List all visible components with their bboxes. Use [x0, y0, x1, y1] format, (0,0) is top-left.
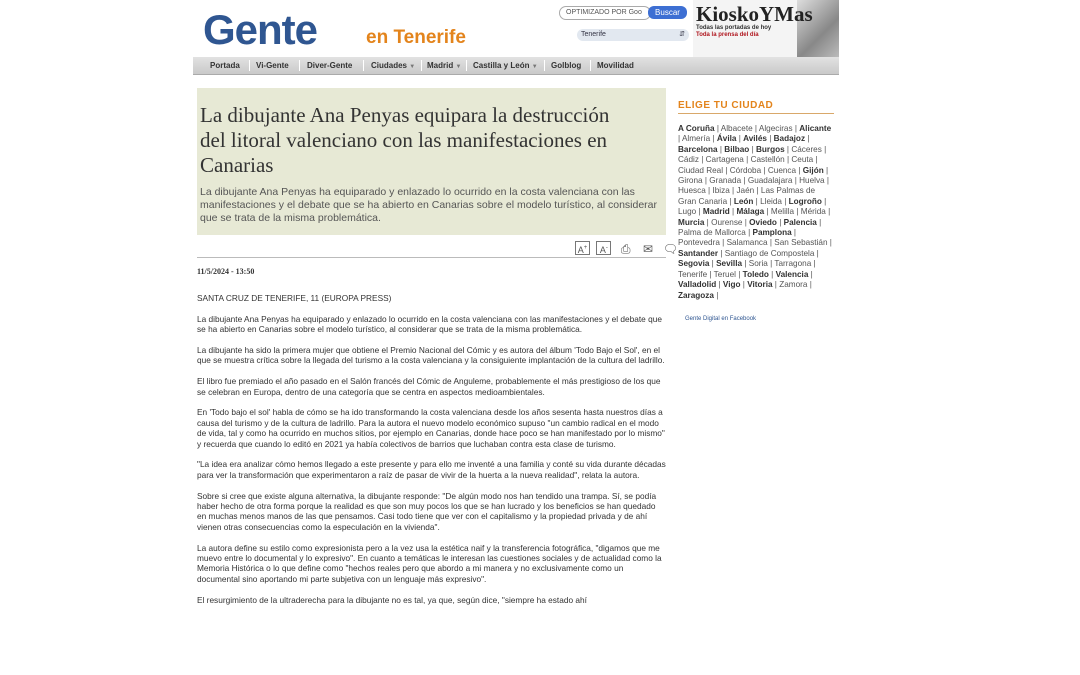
- city-link[interactable]: Burgos: [756, 144, 785, 154]
- city-link[interactable]: Albacete: [720, 124, 753, 133]
- chevron-down-icon: ▼: [409, 64, 416, 70]
- nav-label: Ciudades: [371, 61, 408, 70]
- nav-item-madrid[interactable]: [427, 57, 461, 76]
- nav-label: Madrid: [427, 61, 454, 70]
- city-link[interactable]: León: [733, 196, 754, 206]
- city-link[interactable]: Alicante: [799, 124, 832, 133]
- city-link[interactable]: Guadalajara: [747, 176, 793, 186]
- city-link[interactable]: Las Palmas de Gran Canaria: [678, 186, 816, 206]
- city-link[interactable]: Huesca: [678, 186, 706, 196]
- city-link[interactable]: Vitoria: [747, 280, 773, 290]
- email-icon[interactable]: ✉: [643, 242, 654, 256]
- sidebar: [678, 100, 834, 322]
- city-link[interactable]: Badajoz: [773, 134, 806, 144]
- city-link[interactable]: Segovia: [678, 259, 710, 269]
- city-link[interactable]: Vigo: [722, 280, 741, 290]
- city-link[interactable]: Logroño: [788, 196, 822, 206]
- article-tools: [575, 241, 681, 256]
- city-link[interactable]: Cuenca: [767, 165, 797, 175]
- comment-icon[interactable]: 🗨: [662, 242, 678, 256]
- city-link[interactable]: Zaragoza: [678, 290, 714, 300]
- kiosko-line1: Todas las portadas de hoy: [696, 25, 772, 31]
- site-logo[interactable]: Gente: [203, 6, 318, 53]
- city-link[interactable]: Madrid: [702, 207, 730, 217]
- main-nav: [193, 57, 839, 75]
- city-link[interactable]: Huelva: [799, 176, 825, 186]
- city-link[interactable]: Girona: [678, 176, 703, 186]
- article-paragraph: La dibujante Ana Penyas ha equiparado y enlazado lo ocurrido en la costa valenciana con las manifestaciones y el debate que se ha abierto en Canarias sobre el modelo turístico, al considerar que se trata de la misma problemática.: [197, 313, 662, 335]
- nav-divider: [363, 60, 364, 71]
- city-link[interactable]: Murcia: [678, 217, 705, 227]
- city-link[interactable]: Sevilla: [716, 259, 743, 269]
- divider: [197, 257, 666, 258]
- article-body: [197, 293, 666, 615]
- search-button[interactable]: Buscar: [648, 6, 687, 19]
- city-link[interactable]: Mérida: [800, 207, 826, 217]
- nav-item-ciudades[interactable]: [371, 57, 415, 76]
- article-date: 11/5/2024 - 13:50: [197, 267, 255, 276]
- city-link[interactable]: Gijón: [802, 165, 824, 175]
- city-link[interactable]: Cáceres: [791, 144, 822, 154]
- nav-divider: [544, 60, 545, 71]
- kiosko-banner[interactable]: [693, 0, 839, 57]
- facebook-link[interactable]: Gente Digital en Facebook: [685, 315, 757, 322]
- city-link[interactable]: Ibiza: [712, 186, 730, 196]
- city-link[interactable]: Pontevedra: [678, 238, 720, 248]
- nav-divider: [466, 60, 467, 71]
- nav-divider: [590, 60, 591, 71]
- city-link[interactable]: Granada: [709, 176, 742, 186]
- city-link[interactable]: Lleida: [760, 196, 782, 206]
- city-link[interactable]: Toledo: [742, 269, 769, 279]
- search-input[interactable]: OPTIMIZADO POR Goo: [559, 6, 651, 20]
- nav-item-portada[interactable]: Portada: [210, 61, 240, 70]
- city-link[interactable]: Pamplona: [752, 228, 792, 238]
- chevron-down-icon: ▼: [455, 64, 462, 70]
- city-link[interactable]: Santander: [678, 248, 719, 258]
- city-select-value: Tenerife: [581, 31, 606, 38]
- city-link[interactable]: Palma de Mallorca: [678, 228, 746, 238]
- nav-item-golblog[interactable]: Golblog: [551, 61, 582, 70]
- article-lead: La dibujante Ana Penyas ha equiparado y enlazado lo ocurrido en la costa valenciana con las manifestaciones y el debate que se ha abierto en Canarias sobre el modelo turístico, al considerar que se trata de la misma problemática.: [200, 186, 658, 224]
- city-link[interactable]: Málaga: [736, 207, 765, 217]
- kiosko-title: KioskoYMas: [696, 2, 813, 26]
- city-link[interactable]: A Coruña: [678, 124, 715, 133]
- nav-divider: [421, 60, 422, 71]
- chevron-down-icon: ▼: [531, 64, 538, 70]
- city-link[interactable]: Tarragona: [774, 259, 812, 269]
- article-title: La dibujante Ana Penyas equipara la destrucción del litoral valenciano con las manifestaciones en Canarias: [200, 103, 610, 177]
- nav-item-vi-gente[interactable]: Vi-Gente: [256, 61, 289, 70]
- city-link[interactable]: Almería: [681, 134, 711, 144]
- article-paragraph: El resurgimiento de la ultraderecha para la dibujante no es tal, ya que, según dice, "siempre ha estado ahí: [197, 594, 587, 605]
- city-link[interactable]: Ciudad Real: [678, 165, 724, 175]
- city-link[interactable]: Oviedo: [749, 217, 777, 227]
- city-select[interactable]: [577, 29, 689, 41]
- city-link[interactable]: Valladolid: [678, 280, 717, 290]
- font-increase-icon[interactable]: A+: [575, 241, 590, 255]
- city-link[interactable]: Tenerife: [678, 269, 708, 279]
- city-list: A Coruña | Albacete | Algeciras | Alicante | Almería | Ávila | Avilés | Badajoz | Barcelona | Bilbao | Burgos | Cáceres | Cádiz | Cartagena | Castellón | Ceuta | Ciudad Real | Córdoba | Cuenca | Gijón | Girona | Granada | Guadalajara | Huelva | Huesca | Ibiza | Jaén | Las Palmas de Gran Canaria | León | Lleida | Logroño | Lugo | Madrid | Málaga | Melilla | Mérida | Murcia | Ourense | Oviedo | Palencia | Palma de Mallorca | Pamplona | Pontevedra | Salamanca | San Sebastián | Santander | Santiago de Compostela | Segovia | Sevilla | Soria | Tarragona | Tenerife | Teruel | Toledo | Valencia | Valladolid | Vigo | Vitoria | Zamora | Zaragoza |: [678, 124, 832, 300]
- city-link[interactable]: Cádiz: [678, 155, 699, 165]
- nav-item-diver-gente[interactable]: Diver-Gente: [307, 61, 353, 70]
- city-link[interactable]: Avilés: [743, 134, 767, 144]
- nav-label: Castilla y León: [473, 61, 530, 70]
- article-paragraph: En 'Todo bajo el sol' habla de cómo se ha ido transformando la costa valenciana desde los años sesenta hasta nuestros días a causa del turismo y de la cultura de ladrillo. Para la autora el nuevo modelo económico supuso "un cambio radical en el modo de vida, tal y como ha ocurrido en muchos sitios, por ejemplo en Canarias, donde hace poco se han manifestado por lo mismo" y recuerda que cuando lo editó en 2021 ya había colectivos de barrios que luchaban contra esta clase de turismo.: [197, 407, 665, 449]
- article-paragraph: La dibujante ha sido la primera mujer que obtiene el Premio Nacional del Cómic y es autora del álbum 'Todo Bajo el Sol', en el que se muestra crítica sobre la llegada del turismo a la costa valenciana y la consiguiente implantación de la cultura del ladrillo.: [197, 345, 665, 366]
- city-link[interactable]: Bilbao: [724, 144, 750, 154]
- city-link[interactable]: Zamora: [779, 280, 808, 290]
- article-paragraph: El libro fue premiado el año pasado en el Salón francés del Cómic de Anguleme, probablemente el más prestigioso de los que se celebran en Europa, dentro de una categoría que se centra en aspectos medioambientales.: [197, 376, 661, 397]
- city-link[interactable]: Castellón: [750, 155, 785, 165]
- city-link[interactable]: Jaén: [736, 186, 755, 196]
- sidebar-title: ELIGE TU CIUDAD: [678, 100, 834, 114]
- print-icon[interactable]: ⎙: [620, 242, 631, 256]
- city-link[interactable]: Algeciras: [758, 124, 793, 133]
- nav-divider: [299, 60, 300, 71]
- article-paragraph: Sobre si cree que existe alguna alternativa, la dibujante responde: "De algún modo nos han tendido una trampa. Sí, se podía haber hecho de otra forma porque la realidad es que son muy pocos los que se han lucrado y los beneficios se han quedado en muchas menos manos de las que pensamos. Casi todo tiene que ver con el capitalismo y la propiedad privada y de ahí vienen otras consecuencias como la especulación en la vivienda".: [197, 490, 657, 532]
- city-link[interactable]: San Sebastián: [774, 238, 828, 248]
- nav-divider: [249, 60, 250, 71]
- city-link[interactable]: Ourense: [711, 217, 743, 227]
- page-wrapper: [193, 0, 839, 675]
- article-paragraph: La autora define su estilo como expresionista pero a la vez usa la estética naif y la transferencia fotográfica, "digamos que me muevo entre lo documental y lo expresivo". En cuanto a temáticas le interesan las cuestiones sociales y de actualidad como la Memoria Histórica o lo que define como "hechos reales pero que abordo a mi manera y no exclusivamente como un documental sino aportando mi parte subjetiva con un lenguaje más expresivo".: [197, 542, 662, 584]
- city-link[interactable]: Teruel: [713, 269, 736, 279]
- nav-item-movilidad[interactable]: Movilidad: [597, 61, 634, 70]
- article-paragraph: "La idea era analizar cómo hemos llegado a este presente y para ello me inventé a una familia y conté su vida durante décadas para ver la transformación que experimentaron a raíz de pasar de vivir de la huerta a la nueva realidad", relata la autora.: [197, 459, 666, 480]
- city-link[interactable]: Santiago de Compostela: [724, 248, 815, 258]
- edition-label[interactable]: en Tenerife: [366, 27, 466, 48]
- city-link[interactable]: Cartagena: [705, 155, 744, 165]
- city-link[interactable]: Ceuta: [791, 155, 814, 165]
- city-link[interactable]: Palencia: [783, 217, 817, 227]
- city-link[interactable]: Córdoba: [729, 165, 762, 175]
- city-link[interactable]: Salamanca: [726, 238, 768, 248]
- chevron-down-icon: ⇵: [679, 31, 685, 38]
- font-decrease-icon[interactable]: A-: [596, 241, 611, 255]
- city-link[interactable]: Melilla: [770, 207, 795, 217]
- city-link[interactable]: Soria: [748, 259, 768, 269]
- city-link[interactable]: Lugo: [678, 207, 697, 217]
- city-link[interactable]: Ávila: [716, 134, 737, 144]
- nav-item-castilla-y-leon[interactable]: [473, 57, 538, 76]
- city-link[interactable]: Barcelona: [678, 144, 718, 154]
- kiosko-line2: Toda la prensa del día: [696, 32, 759, 38]
- article-paragraph: SANTA CRUZ DE TENERIFE, 11 (EUROPA PRESS): [197, 293, 392, 303]
- city-link[interactable]: Valencia: [775, 269, 809, 279]
